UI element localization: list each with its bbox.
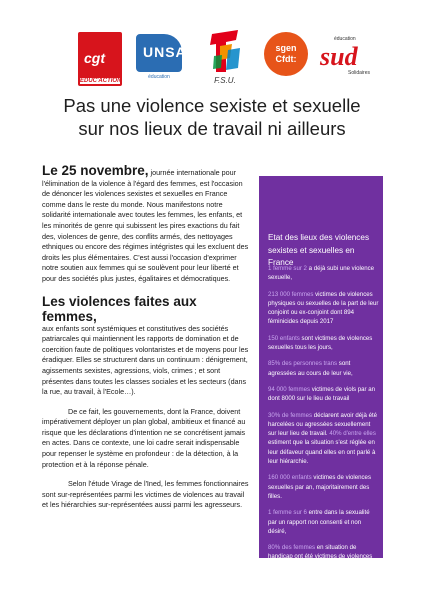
stat-highlight: 150 enfants bbox=[268, 334, 300, 342]
stat-highlight: 213 000 femmes bbox=[268, 290, 314, 298]
sud-logo bbox=[320, 36, 370, 76]
stat-text: victimes de violences physiques ou sexuelles de la part de leur conjoint ou ex-conjoint dont 894 féminicides depuis 2017 bbox=[268, 290, 379, 326]
unsa-logo bbox=[136, 34, 187, 80]
paragraph-gouvernements: De ce fait, les gouvernements, dont la France, doivent impérativement déployer un plan global, ambitieux et financé au risque que les déclarations d'intention ne se concrétisent jamais en actes. Dans ce contexte, une loi cadre serait indispensable pour repenser le système en profondeur : de la détection, à la protection et à la réponse pénale. bbox=[42, 406, 246, 469]
stat-text-secondary: estiment que la situation s'est réglée en leur défaveur quand elles en ont parlé à leur hiérarchie. bbox=[268, 439, 376, 466]
sud-logo-subtext: Solidaires bbox=[348, 70, 370, 76]
fsu-logo bbox=[200, 26, 250, 90]
intro-heading: Le 25 novembre, bbox=[42, 163, 149, 178]
stat-text: en situation de handicap ont été victimes de violences bbox=[268, 544, 373, 561]
logo-row bbox=[78, 26, 368, 90]
fsu-logo-text: F.S.U. bbox=[214, 76, 236, 85]
title-line-2: sur nos lieux de travail ni ailleurs bbox=[78, 118, 346, 139]
stat-text: sont agressées au cours de leur vie, bbox=[268, 360, 353, 377]
section-heading: Les violences faites aux femmes, bbox=[42, 293, 197, 324]
stat-text: a déjà subi une violence sexuelle, bbox=[268, 265, 375, 282]
sud-logo-top: éducation bbox=[334, 36, 356, 42]
stat-highlight-secondary: 40% d'entre elles bbox=[329, 430, 376, 438]
stat-text: victimes de viols par an dont 8000 sur le lieu de travail bbox=[268, 385, 376, 403]
cfdt-logo-text: Cfdt: bbox=[275, 54, 297, 64]
stat-highlight: 1 femme sur 2 bbox=[268, 265, 307, 272]
page-title bbox=[20, 94, 404, 140]
main-text-column bbox=[42, 163, 252, 511]
stat-item bbox=[268, 264, 380, 283]
cgt-logo-text: cgt bbox=[84, 50, 105, 66]
stat-item bbox=[268, 290, 380, 327]
unsa-logo-text: UNSA bbox=[143, 44, 187, 60]
sud-logo-text: sud bbox=[320, 42, 358, 71]
intro-paragraph bbox=[42, 163, 252, 285]
stat-item bbox=[268, 359, 380, 378]
statistics-list bbox=[268, 264, 380, 569]
section-body: aux enfants sont systémiques et constitutives des sociétés patriarcales qui maintiennent les rapports de domination et de coercition faute de politiques volontaristes et de moyens pour les éradiquer. Elles se structurent dans un continuum : dénigrement, agissements sexistes, agressions, viols, crimes ; et sont présentes dans toutes les classes sociales et les secteurs (dans la rue, au travail, à l'Ecole…). bbox=[42, 323, 249, 397]
stat-item bbox=[268, 508, 380, 536]
stat-item bbox=[268, 543, 380, 562]
stat-item bbox=[268, 385, 380, 404]
statistics-panel bbox=[259, 176, 383, 561]
stat-highlight: 1 femme sur 6 bbox=[268, 509, 307, 517]
stat-text: entre dans la sexualité par un rapport non consenti et non désiré, bbox=[268, 509, 370, 535]
cgt-logo bbox=[78, 32, 122, 86]
stat-item bbox=[268, 473, 380, 501]
stat-item bbox=[268, 411, 380, 467]
panel-title: Etat des lieux des violences sexistes et sexuelles en France bbox=[268, 233, 370, 267]
title-line-1: Pas une violence sexiste et sexuelle bbox=[63, 95, 361, 116]
unsa-logo-subtext: éducation bbox=[148, 74, 170, 80]
stat-highlight: 160 000 enfants bbox=[268, 474, 312, 482]
stat-highlight: 30% de femmes bbox=[268, 411, 313, 419]
stat-highlight: 80% des femmes bbox=[268, 544, 316, 552]
sgen-logo-text: sgen bbox=[275, 43, 297, 53]
cgt-logo-subtext: ÉDUC'ACTION bbox=[80, 78, 122, 84]
stat-item bbox=[268, 334, 380, 353]
section-paragraph bbox=[42, 294, 252, 398]
stat-text: déclarent avoir déjà été harcelées ou agressées sexuellement sur leur lieu de travail. bbox=[268, 411, 378, 438]
fsu-logo-icon bbox=[208, 28, 242, 74]
stat-highlight: 85% des personnes trans bbox=[268, 360, 338, 368]
paragraph-virage: Selon l'étude Virage de l'Ined, les femmes fonctionnaires sont sur-représentées parmi les victimes de violences au travail et les hiérarchies sur-représentées aussi parmi les agresseurs. bbox=[42, 479, 249, 510]
stat-text: sont victimes de violences sexuelles tous les jours, bbox=[268, 334, 373, 352]
stat-highlight: 94 000 femmes bbox=[268, 385, 311, 393]
sgen-cfdt-logo bbox=[264, 32, 308, 76]
stat-text: victimes de violences sexuelles par an, majoritairement des filles. bbox=[268, 474, 371, 500]
intro-body: journée internationale pour l'élimination de la violence à l'égard des femmes, est l'occasion de dénoncer les violences sexistes et sexuelles en France comme dans le reste du monde. Nous manifestons notre solidarité internationale avec toutes les femmes, les enfants, et les minorités de genre qui subissent les pires exactions du fait des, violences de genre, des conflits armés, des nettoyages ethniques ou encore des régimes intégristes qui les excluent des droits les plus élémentaires. C'est aussi l'occasion d'exprimer notre soutien aux femmes qui se soulèvent pour leur liberté et pour des sociétés plus justes, égalitaires et démocratiques. bbox=[42, 168, 249, 283]
